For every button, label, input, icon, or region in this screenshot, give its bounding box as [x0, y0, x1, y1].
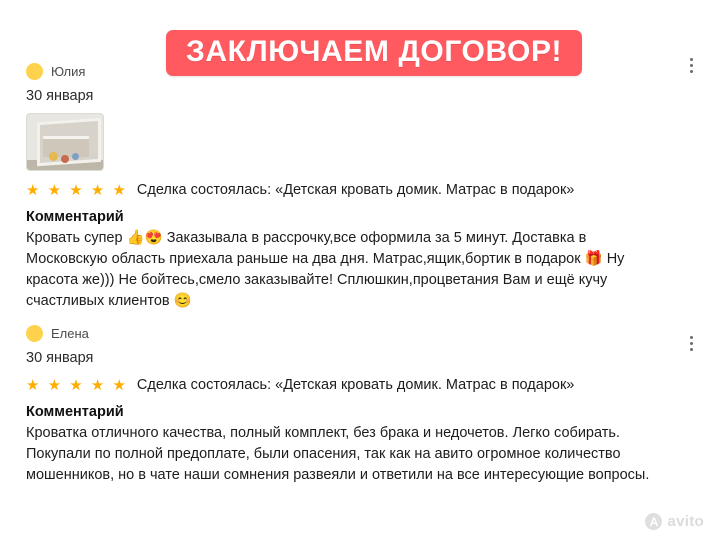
- avatar: [26, 63, 43, 80]
- review-author-row: [26, 60, 702, 82]
- star-rating-icon: ★ ★ ★ ★ ★: [26, 376, 128, 394]
- review-photo-row: [26, 113, 702, 171]
- review-item: [26, 60, 702, 312]
- review-date: 30 января: [26, 88, 94, 104]
- star-rating-icon: ★ ★ ★ ★ ★: [26, 181, 128, 199]
- photo-toy-icon: [61, 155, 69, 163]
- review-author-name: Юлия: [51, 63, 86, 79]
- avito-watermark: [645, 513, 704, 530]
- photo-toy-icon: [49, 152, 58, 161]
- avatar: [26, 325, 43, 342]
- avito-watermark-text: avito: [667, 513, 704, 530]
- review-author-row: [26, 322, 702, 344]
- review-deal-text: Сделка состоялась: «Детская кровать домик. Матрас в подарок»: [136, 377, 575, 394]
- photo-toy-icon: [72, 153, 79, 160]
- review-photo-thumbnail[interactable]: [26, 113, 104, 171]
- review-rating-row: [26, 377, 702, 393]
- review-date: 30 января: [26, 350, 94, 367]
- review-item: [26, 322, 702, 486]
- review-comment-label: Комментарий: [26, 404, 124, 421]
- review-author-name: Елена: [51, 325, 89, 341]
- review-comment-label: Комментарий: [26, 209, 124, 225]
- review-deal-text: Сделка состоялась: «Детская кровать домик. Матрас в подарок»: [136, 182, 575, 198]
- review-comment-text: Кроватка отличного качества, полный комплект, без брака и недочетов. Легко собирать. Покупали по полной предоплате, были опасения, так как на авито огромное количество мошенников, но в чате наши сомнения развеяли и ответили на все интересующие вопросы.: [26, 425, 650, 484]
- promo-banner-text: ЗАКЛЮЧАЕМ ДОГОВОР!: [186, 35, 563, 68]
- review-rating-row: [26, 182, 702, 198]
- review-comment-text: Кровать супер 👍😍 Заказывала в рассрочку,все оформила за 5 минут. Доставка в Московскую область приехала раньше на два дня. Матрас,ящик,бортик в подарок 🎁 Ну красота же))) Не бойтесь,смело заказывайте! Сплюшкин,процветания Вам и ещё кучу счастливых клиентов 😊: [26, 230, 625, 310]
- avito-logo-icon: A: [645, 513, 662, 530]
